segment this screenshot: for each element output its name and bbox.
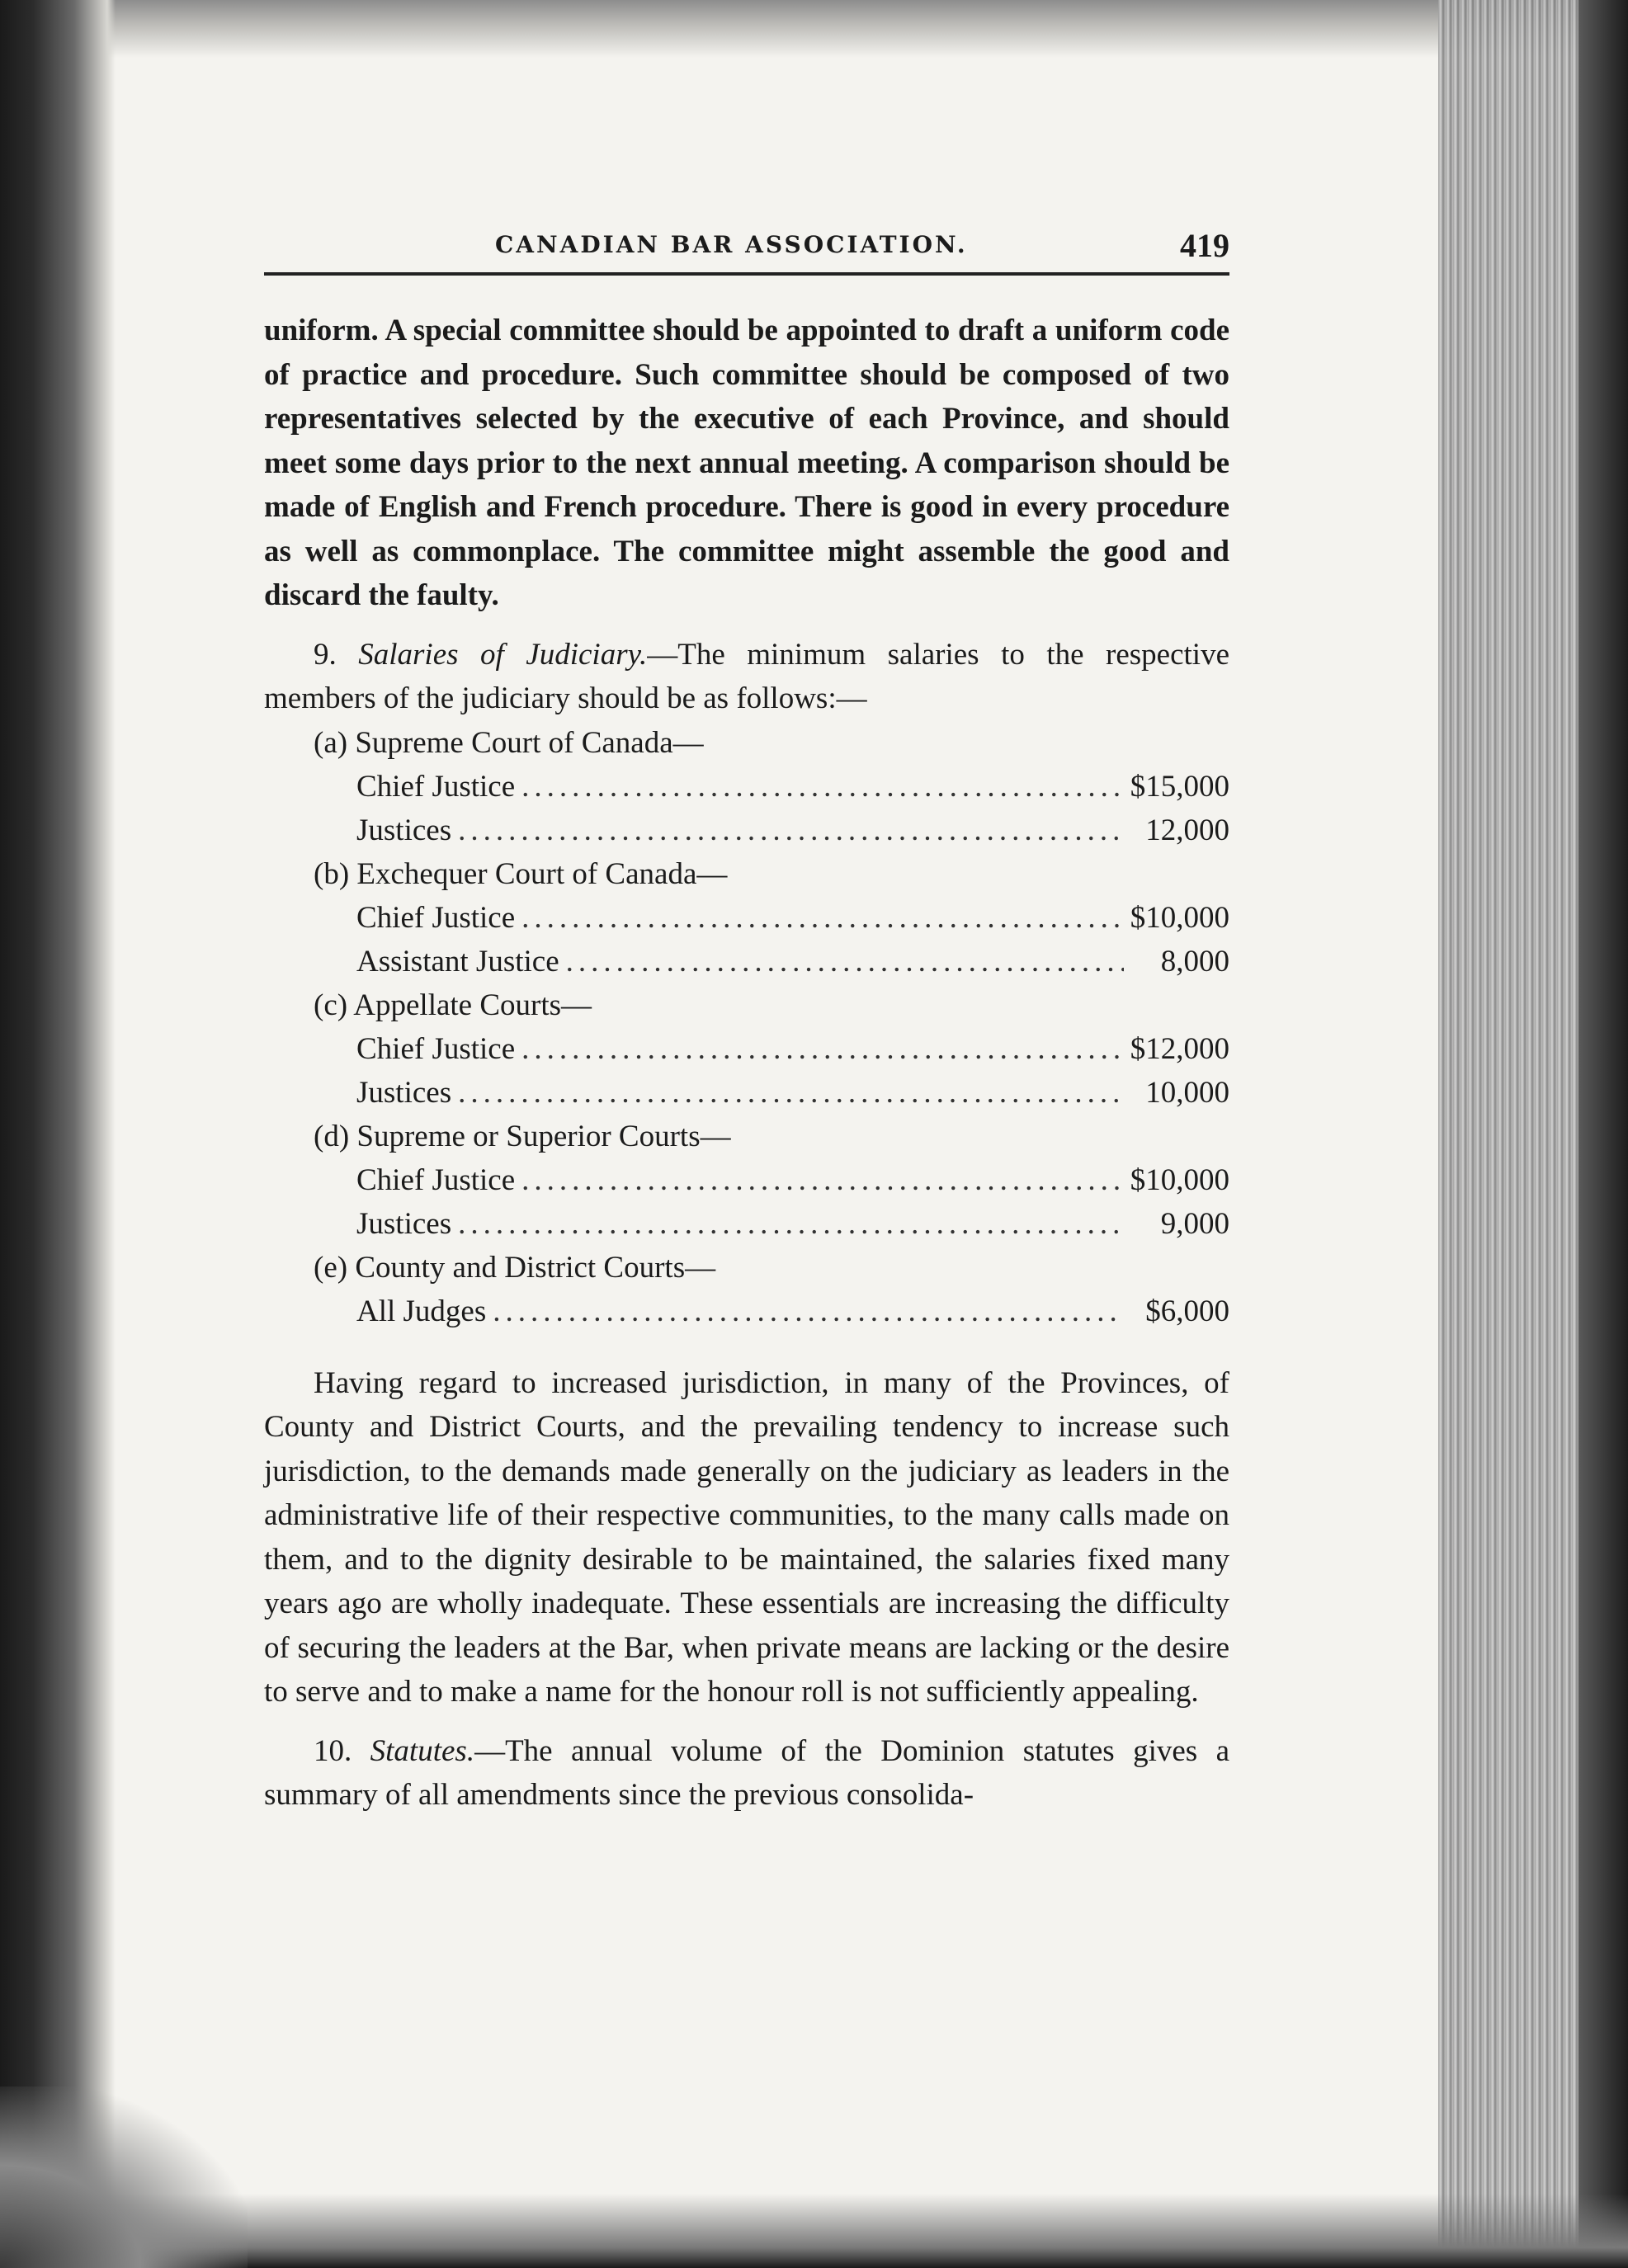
- salary-amount: $12,000: [1130, 1031, 1229, 1066]
- salary-position: Assistant Justice: [356, 944, 559, 978]
- scan-edge-left: [0, 0, 116, 2268]
- salary-position: All Judges: [356, 1294, 487, 1328]
- section-title-statutes: Statutes.: [370, 1733, 475, 1768]
- scan-edge-top: [0, 0, 1628, 58]
- dot-leader: [521, 765, 1124, 809]
- page-number: 419: [1180, 227, 1229, 264]
- court-heading-county-district-courts: (e) County and District Courts—: [314, 1250, 716, 1285]
- salary-position: Chief Justice: [356, 1031, 516, 1066]
- salary-amount: 8,000: [1160, 944, 1229, 978]
- section-number: 10.: [314, 1733, 352, 1768]
- paragraph-uniform-code: uniform. A special committee should be appointed to draft a uniform code of practice and procedure. Such committee should be composed of two representatives selected by the executive of each Province, and should meet some days prior to the next annual meeting. A comparison should be made of English and French procedure. There is good in every procedure as well as commonplace. The committee might assemble the good and discard the faulty.: [264, 314, 1229, 612]
- salary-row: [264, 809, 1229, 852]
- section-text: —The minimum salaries to the respective members of the judiciary should be as follows:—: [264, 637, 1230, 715]
- dot-leader: [521, 1027, 1124, 1071]
- running-title: CANADIAN BAR ASSOCIATION.: [495, 231, 968, 258]
- dot-leader: [521, 896, 1124, 940]
- salary-amount: $10,000: [1130, 1162, 1229, 1197]
- section-number: 9.: [314, 637, 337, 672]
- paragraph-statutes: [264, 1729, 1229, 1818]
- section-text: —The annual volume of the Dominion statutes gives a summary of all amendments since the previous consolida-: [264, 1733, 1230, 1812]
- salary-amount: $15,000: [1130, 769, 1229, 804]
- dot-leader: [458, 809, 1124, 852]
- court-heading-superior-courts: (d) Supreme or Superior Courts—: [314, 1119, 731, 1153]
- salary-amount: 9,000: [1160, 1206, 1229, 1241]
- salary-position: Justices: [356, 1206, 452, 1241]
- salary-amount: $6,000: [1145, 1294, 1229, 1328]
- paragraph-increased-jurisdiction: Having regard to increased jurisdiction, in many of the Provinces, of County and District Courts, and the prevailing tendency to increase such jurisdiction, to the demands made generally on the judiciary as leaders in the administrative life of their respective communities, to the many calls made on them, and to the dignity desirable to be maintained, the salaries fixed many years ago are wholly inadequate. These essentials are increasing the difficulty of securing the leaders at the Bar, when private means are lacking or the desire to serve and to make a name for the honour roll is not sufficiently appealing.: [264, 1365, 1229, 1709]
- dot-leader: [566, 940, 1124, 983]
- dot-leader: [521, 1158, 1124, 1202]
- salary-position: Chief Justice: [356, 1162, 516, 1197]
- salary-amount: 10,000: [1145, 1075, 1229, 1110]
- paragraph-salaries-intro: [264, 633, 1229, 721]
- salary-row: [264, 1290, 1229, 1333]
- court-heading-appellate-courts: (c) Appellate Courts—: [314, 988, 592, 1022]
- dot-leader: [493, 1290, 1124, 1333]
- salary-table: [264, 721, 1229, 1333]
- salary-row: [264, 765, 1229, 809]
- scan-corner-shadow: [0, 2086, 248, 2268]
- section-title-salaries: Salaries of Judiciary.: [358, 637, 648, 672]
- court-heading-supreme-court-canada: (a) Supreme Court of Canada—: [314, 725, 704, 760]
- dot-leader: [458, 1202, 1124, 1246]
- salary-row: [264, 896, 1229, 940]
- salary-position: Chief Justice: [356, 900, 516, 935]
- running-head: [264, 223, 1229, 276]
- salary-amount: 12,000: [1145, 813, 1229, 847]
- salary-row: [264, 1027, 1229, 1071]
- salary-row: [264, 1202, 1229, 1246]
- salary-position: Justices: [356, 1075, 452, 1110]
- salary-amount: $10,000: [1130, 900, 1229, 935]
- scan-edge-right-shadow: [1578, 0, 1628, 2268]
- dot-leader: [458, 1071, 1124, 1115]
- salary-row: [264, 1071, 1229, 1115]
- salary-position: Justices: [356, 813, 452, 847]
- salary-row: [264, 940, 1229, 983]
- salary-row: [264, 1158, 1229, 1202]
- court-heading-exchequer-court: (b) Exchequer Court of Canada—: [314, 856, 728, 891]
- page-content: [264, 223, 1229, 1818]
- salary-position: Chief Justice: [356, 769, 516, 804]
